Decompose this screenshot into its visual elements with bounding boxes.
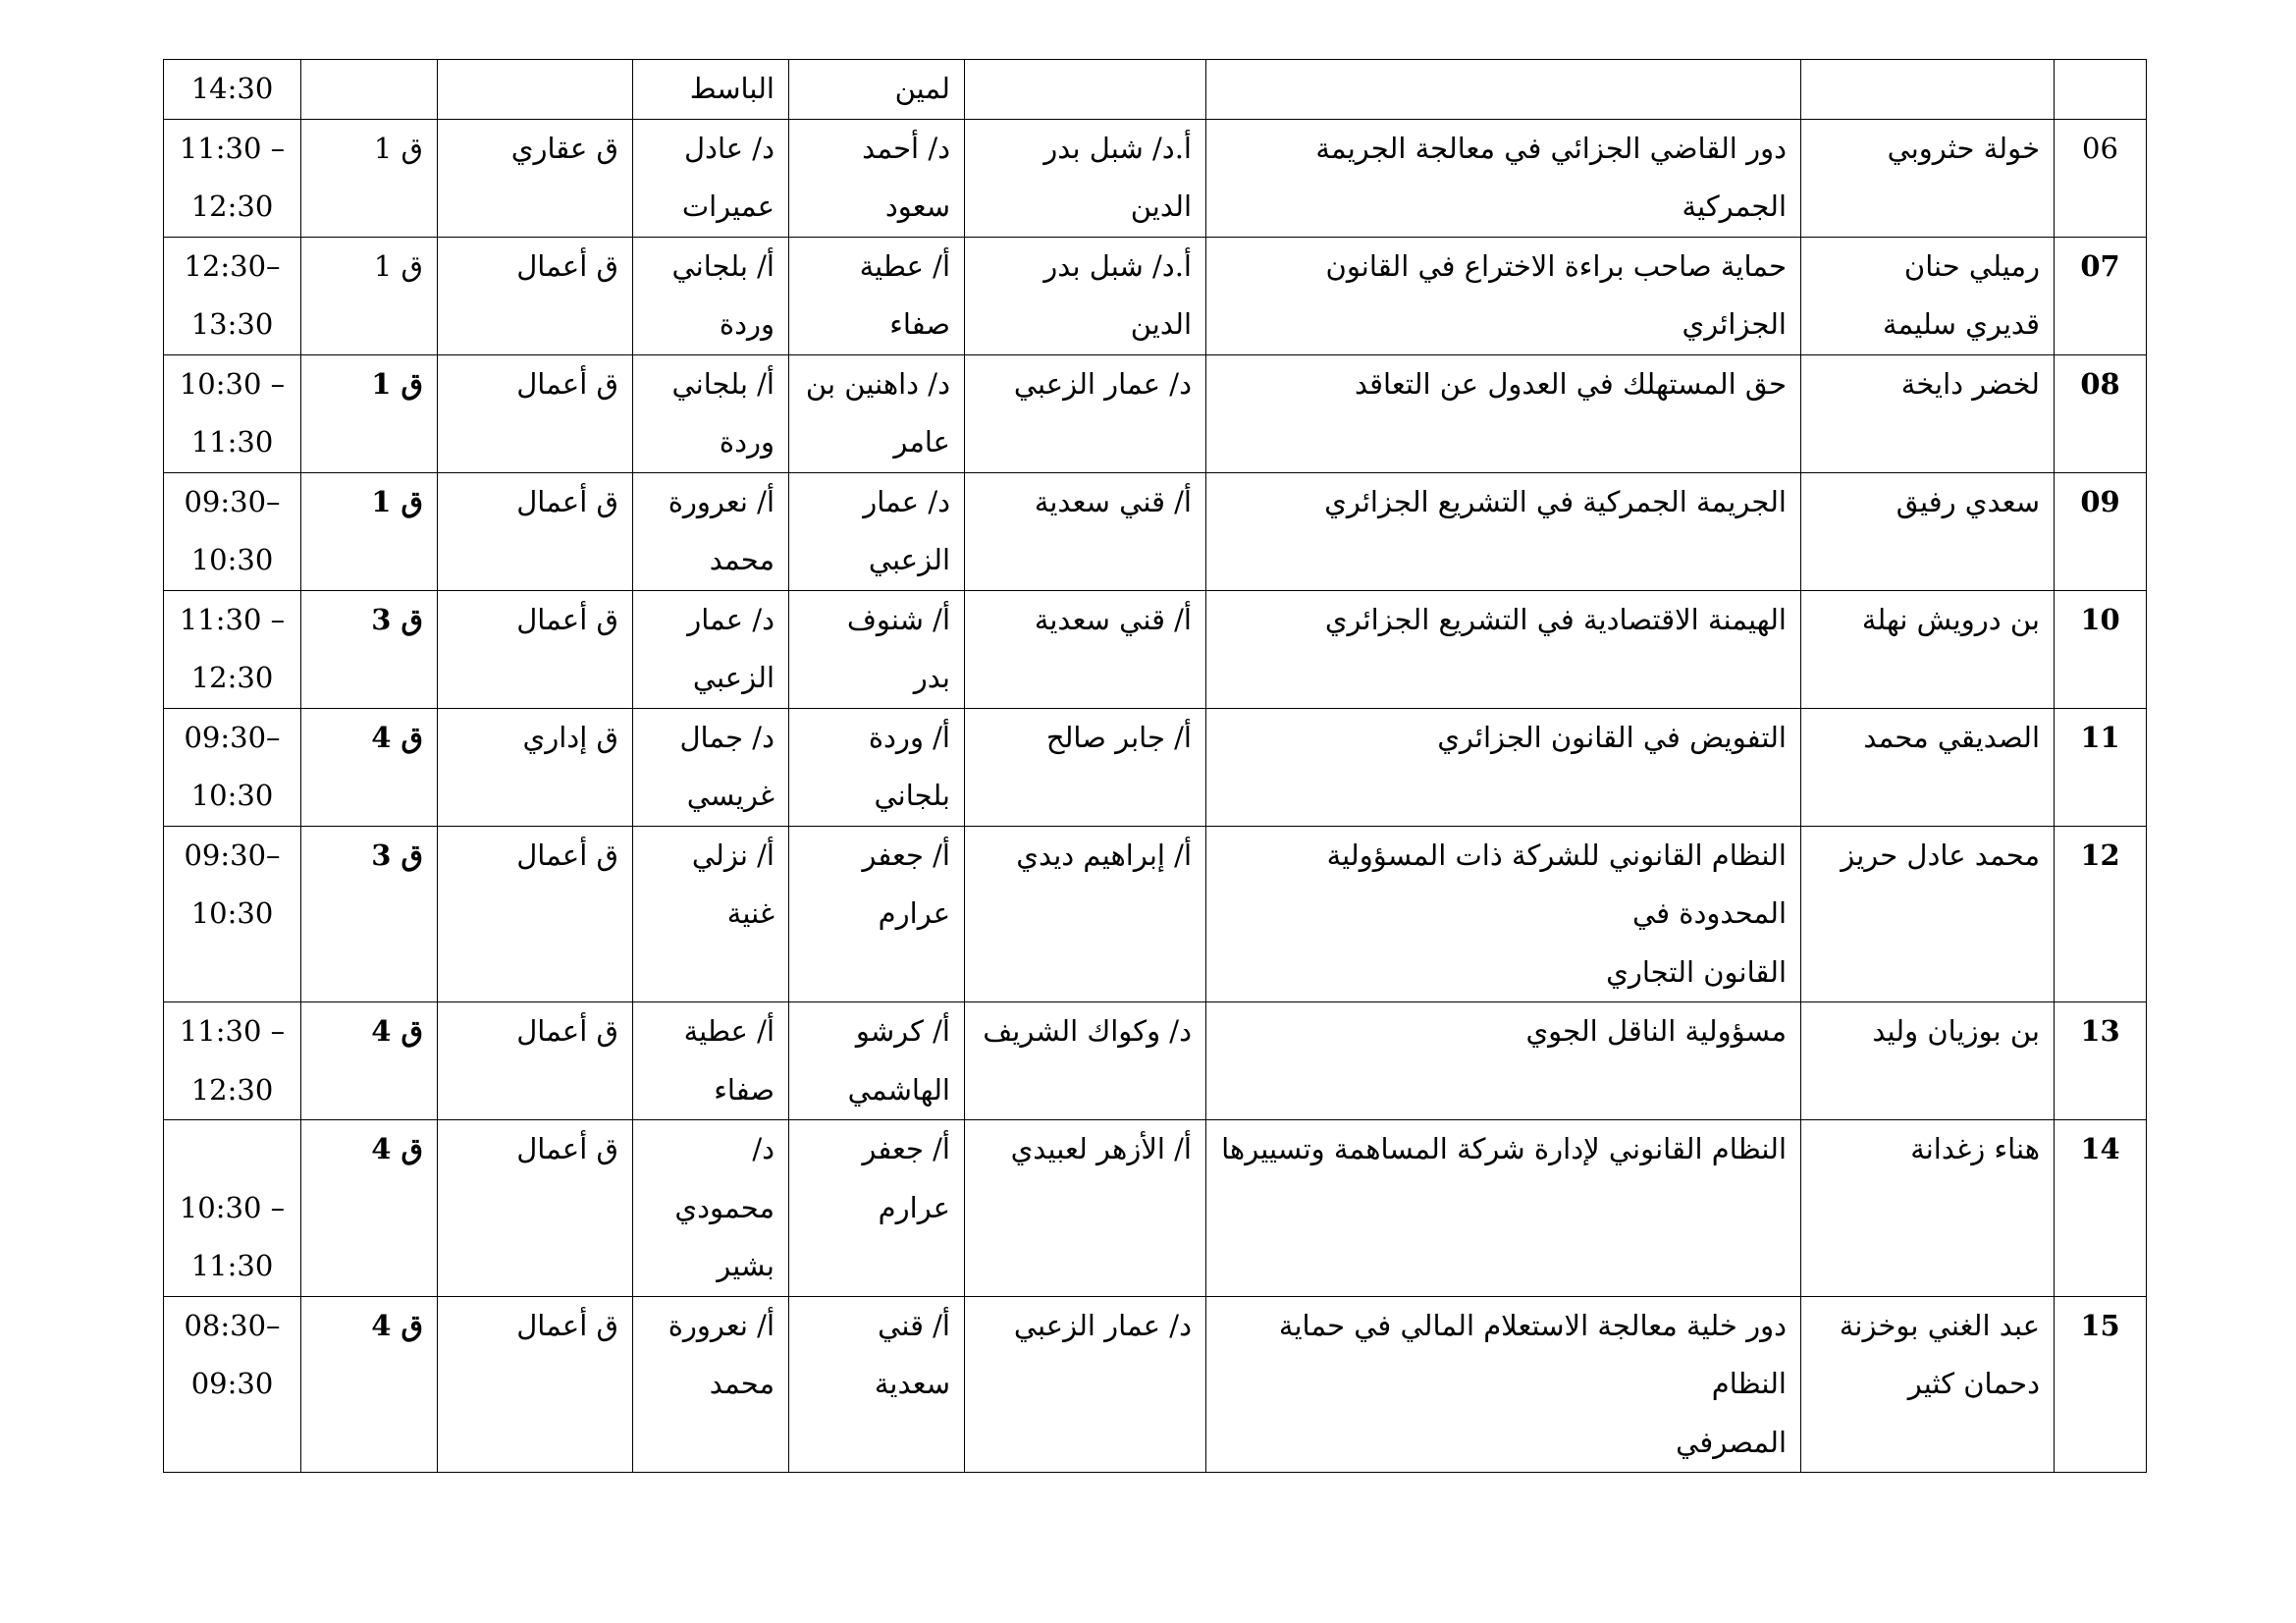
room: ق 3: [301, 826, 438, 1002]
table-row: [164, 826, 2147, 1002]
time-slot: 11:30 – 12:30: [164, 119, 301, 237]
supervisor: أ/ قني سعدية: [965, 590, 1206, 708]
specialty: ق أعمال: [438, 237, 633, 354]
supervisor: أ/ قني سعدية: [965, 472, 1206, 590]
time-slot: 10:30 – 11:30: [164, 354, 301, 472]
student-name: رميلي حنان قديري سليمة: [1801, 237, 2055, 354]
thesis-title: حماية صاحب براءة الاختراع في القانون الجزائري: [1206, 237, 1801, 354]
thesis-title: الجريمة الجمركية في التشريع الجزائري: [1206, 472, 1801, 590]
room: ق 4: [301, 1296, 438, 1473]
thesis-title: النظام القانوني لإدارة شركة المساهمة وتسييرها: [1206, 1120, 1801, 1297]
student-name: سعدي رفيق: [1801, 472, 2055, 590]
thesis-title: مسؤولية الناقل الجوي: [1206, 1002, 1801, 1120]
specialty: ق أعمال: [438, 472, 633, 590]
row-number: 12: [2055, 826, 2147, 1002]
supervisor: أ.د/ شبل بدر الدين: [965, 119, 1206, 237]
specialty: ق أعمال: [438, 1120, 633, 1297]
committee-examiner: د/ عادل عميرات: [633, 119, 789, 237]
thesis-title: دور خلية معالجة الاستعلام المالي في حماية النظام المصرفي: [1206, 1296, 1801, 1473]
time-slot: 10:30 – 11:30: [164, 1120, 301, 1297]
student-name: خولة حثروبي: [1801, 119, 2055, 237]
room: ق 1: [301, 237, 438, 354]
table-row: [164, 1120, 2147, 1297]
row-number: 10: [2055, 590, 2147, 708]
table-row: [164, 354, 2147, 472]
specialty: ق أعمال: [438, 590, 633, 708]
row-number: [2055, 60, 2147, 120]
table-row: [164, 590, 2147, 708]
committee-president: أ/ وردة بلجاني: [789, 708, 965, 826]
committee-examiner: أ/ نزلي غنية: [633, 826, 789, 1002]
committee-examiner: أ/ بلجاني وردة: [633, 237, 789, 354]
supervisor: أ.د/ شبل بدر الدين: [965, 237, 1206, 354]
table-row: [164, 60, 2147, 120]
committee-president: أ/ قني سعدية: [789, 1296, 965, 1473]
committee-president: أ/ عطية صفاء: [789, 237, 965, 354]
supervisor: د/ عمار الزعبي: [965, 1296, 1206, 1473]
student-name: [1801, 60, 2055, 120]
supervisor: أ/ الأزهر لعبيدي: [965, 1120, 1206, 1297]
time-slot: 14:30: [164, 60, 301, 120]
committee-president: د/ أحمد سعود: [789, 119, 965, 237]
committee-examiner: د/ عمار الزعبي: [633, 590, 789, 708]
row-number: 11: [2055, 708, 2147, 826]
row-number: 09: [2055, 472, 2147, 590]
thesis-title: [1206, 60, 1801, 120]
student-name: هناء زغدانة: [1801, 1120, 2055, 1297]
room: ق 4: [301, 708, 438, 826]
committee-president: د/ داهنين بن عامر: [789, 354, 965, 472]
thesis-title: التفويض في القانون الجزائري: [1206, 708, 1801, 826]
student-name: لخضر دايخة: [1801, 354, 2055, 472]
specialty: ق أعمال: [438, 1296, 633, 1473]
row-number: 08: [2055, 354, 2147, 472]
student-name: بن بوزيان وليد: [1801, 1002, 2055, 1120]
time-slot: 08:30– 09:30: [164, 1296, 301, 1473]
student-name: عبد الغني بوخزنة دحمان كثير: [1801, 1296, 2055, 1473]
thesis-title: دور القاضي الجزائي في معالجة الجريمة الجمركية: [1206, 119, 1801, 237]
defense-schedule-table: [163, 59, 2147, 1473]
row-number: 06: [2055, 119, 2147, 237]
thesis-title: الهيمنة الاقتصادية في التشريع الجزائري: [1206, 590, 1801, 708]
specialty: ق عقاري: [438, 119, 633, 237]
row-number: 13: [2055, 1002, 2147, 1120]
specialty: ق أعمال: [438, 826, 633, 1002]
committee-president: لمين: [789, 60, 965, 120]
table-row: [164, 1002, 2147, 1120]
row-number: 14: [2055, 1120, 2147, 1297]
supervisor: د/ وكواك الشريف: [965, 1002, 1206, 1120]
student-name: محمد عادل حريز: [1801, 826, 2055, 1002]
committee-president: أ/ كرشو الهاشمي: [789, 1002, 965, 1120]
thesis-title: النظام القانوني للشركة ذات المسؤولية المحدودة في القانون التجاري: [1206, 826, 1801, 1002]
time-slot: 09:30– 10:30: [164, 708, 301, 826]
committee-examiner: أ/ نعرورة محمد: [633, 472, 789, 590]
room: ق 4: [301, 1002, 438, 1120]
room: ق 1: [301, 472, 438, 590]
row-number: 15: [2055, 1296, 2147, 1473]
time-slot: 09:30– 10:30: [164, 826, 301, 1002]
specialty: [438, 60, 633, 120]
table-row: [164, 119, 2147, 237]
student-name: بن درويش نهلة: [1801, 590, 2055, 708]
time-slot: 12:30– 13:30: [164, 237, 301, 354]
table-row: [164, 1296, 2147, 1473]
committee-examiner: الباسط: [633, 60, 789, 120]
supervisor: أ/ جابر صالح: [965, 708, 1206, 826]
table-row: [164, 237, 2147, 354]
specialty: ق أعمال: [438, 1002, 633, 1120]
thesis-title: حق المستهلك في العدول عن التعاقد: [1206, 354, 1801, 472]
table-row: [164, 472, 2147, 590]
supervisor: [965, 60, 1206, 120]
room: ق 3: [301, 590, 438, 708]
room: ق 1: [301, 354, 438, 472]
specialty: ق أعمال: [438, 354, 633, 472]
committee-examiner: أ/ نعرورة محمد: [633, 1296, 789, 1473]
room: ق 4: [301, 1120, 438, 1297]
committee-president: د/ عمار الزعبي: [789, 472, 965, 590]
committee-examiner: أ/ عطية صفاء: [633, 1002, 789, 1120]
room: [301, 60, 438, 120]
committee-president: أ/ جعفر عرارم: [789, 1120, 965, 1297]
time-slot: 11:30 – 12:30: [164, 1002, 301, 1120]
row-number: 07: [2055, 237, 2147, 354]
supervisor: أ/ إبراهيم ديدي: [965, 826, 1206, 1002]
student-name: الصديقي محمد: [1801, 708, 2055, 826]
committee-president: أ/ شنوف بدر: [789, 590, 965, 708]
committee-examiner: د/ محمودي بشير: [633, 1120, 789, 1297]
committee-examiner: د/ جمال غريسي: [633, 708, 789, 826]
specialty: ق إداري: [438, 708, 633, 826]
time-slot: 09:30– 10:30: [164, 472, 301, 590]
committee-president: أ/ جعفر عرارم: [789, 826, 965, 1002]
committee-examiner: أ/ بلجاني وردة: [633, 354, 789, 472]
table-row: [164, 708, 2147, 826]
room: ق 1: [301, 119, 438, 237]
supervisor: د/ عمار الزعبي: [965, 354, 1206, 472]
time-slot: 11:30 – 12:30: [164, 590, 301, 708]
